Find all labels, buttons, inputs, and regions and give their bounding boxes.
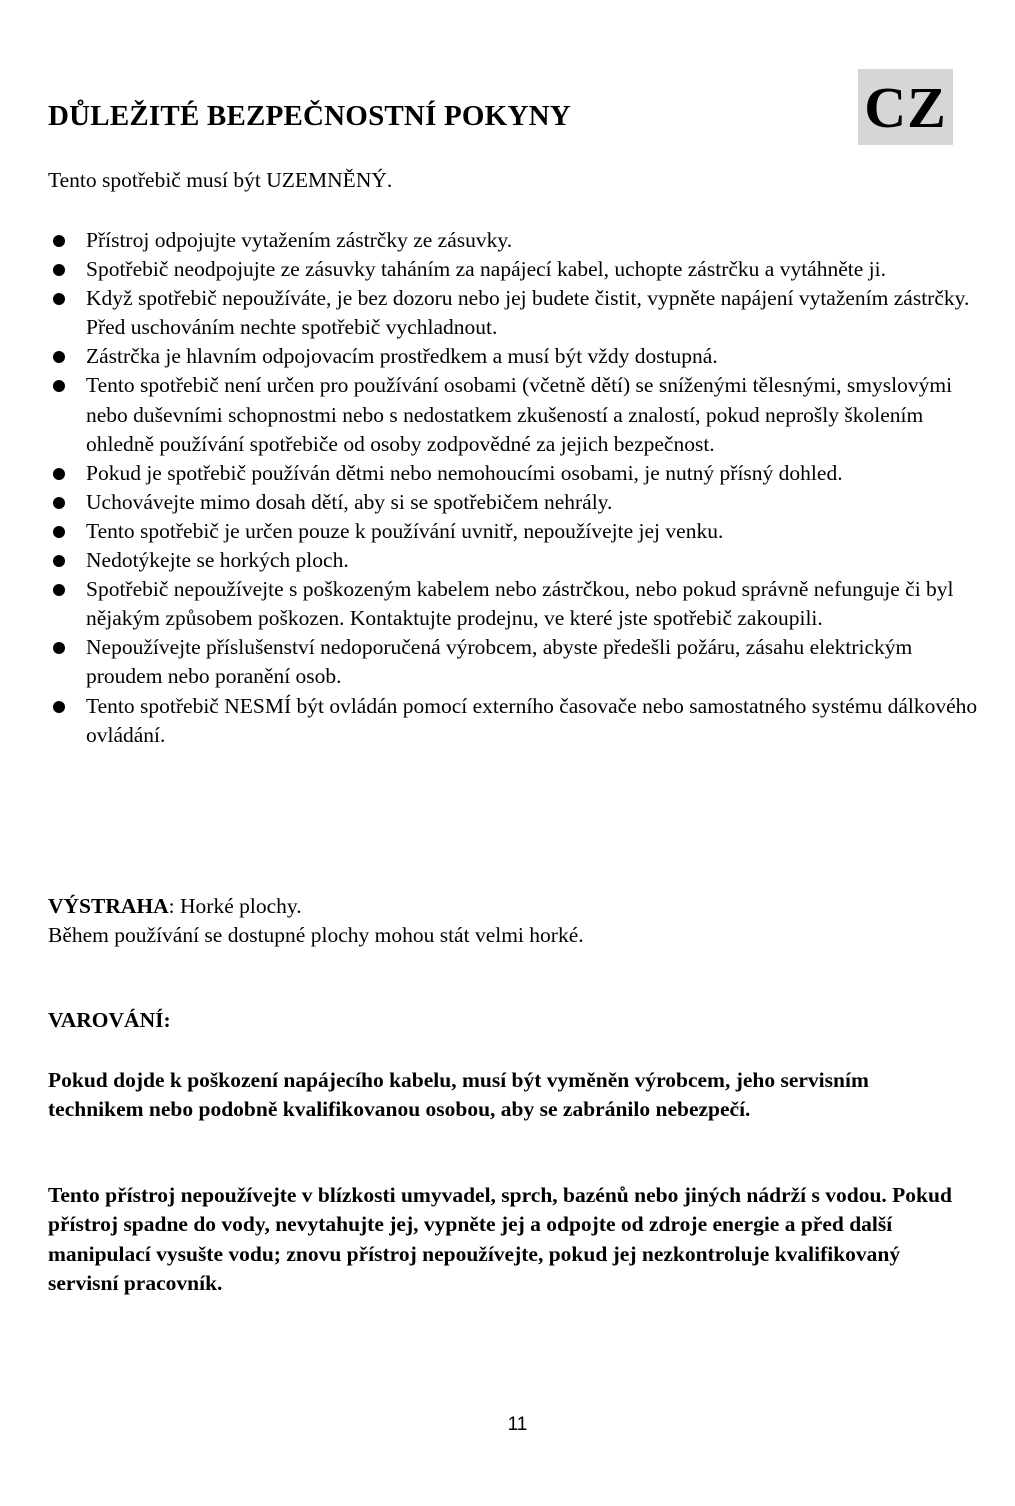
list-item xyxy=(48,692,983,750)
safety-instructions-list xyxy=(48,226,983,750)
language-badge: CZ xyxy=(858,69,953,145)
list-item xyxy=(48,284,983,342)
list-item xyxy=(48,517,983,546)
list-item-text: Když spotřebič nepoužíváte, je bez dozoru nebo jej budete čistit, vypněte napájení vytažením zástrčky. Před uschováním nechte spotřebič vychladnout. xyxy=(86,286,970,340)
list-item xyxy=(48,575,983,633)
cable-damage-warning: Pokud dojde k poškození napájecího kabelu, musí být vyměněn výrobcem, jeho servisním technikem nebo podobně kvalifikovanou osobou, aby se zabránilo nebezpečí. xyxy=(48,1068,869,1122)
list-item-text: Tento spotřebič je určen pouze k používání uvnitř, nepoužívejte jej venku. xyxy=(86,518,724,543)
list-item-text: Tento spotřebič není určen pro používání osobami (včetně dětí) se sníženými tělesnými, smyslovými nebo duševními schopnostmi nebo s nedostatkem zkušeností a znalostí, pokud neprošly školením ohledně používání spotřebiče od osoby zodpovědné za jejich bezpečnost. xyxy=(86,373,953,456)
bullet-icon xyxy=(53,380,65,392)
water-warning: Tento přístroj nepoužívejte v blízkosti umyvadel, sprch, bazénů nebo jiných nádrží s vodou. Pokud přístroj spadne do vody, nevytahujte jej, vypněte jej a odpojte od zdroje energie a před další manipulací vysušte vodu; znovu přístroj nepoužívejte, pokud jej nezkontroluje kvalifikovaný servisní pracovník. xyxy=(48,1183,952,1295)
list-item xyxy=(48,371,983,458)
list-item-text: Přístroj odpojujte vytažením zástrčky ze zásuvky. xyxy=(86,228,513,252)
list-item xyxy=(48,459,983,488)
list-item-text: Zástrčka je hlavním odpojovacím prostředkem a musí být vždy dostupná. xyxy=(86,344,718,369)
bullet-icon xyxy=(53,468,65,480)
list-item-text: Uchovávejte mimo dosah dětí, aby si se spotřebičem nehrály. xyxy=(86,489,613,514)
hot-surface-heading xyxy=(48,892,584,921)
warning-label-suffix: : Horké plochy. xyxy=(168,894,302,918)
list-item-text: Spotřebič neodpojujte ze zásuvky taháním za napájecí kabel, uchopte zástrčku a vytáhněte ji. xyxy=(86,257,886,282)
varovani-heading: VAROVÁNÍ: xyxy=(48,1008,171,1032)
page-number: 11 xyxy=(507,1414,528,1435)
list-item xyxy=(48,633,983,691)
list-item-text: Nedotýkejte se horkých ploch. xyxy=(86,548,349,573)
warning-label: VÝSTRAHA xyxy=(48,894,169,918)
bullet-icon xyxy=(53,701,65,713)
list-item xyxy=(48,342,983,371)
list-item xyxy=(48,226,983,255)
bullet-icon xyxy=(53,642,65,654)
list-item xyxy=(48,488,983,517)
list-item xyxy=(48,255,983,284)
hot-surface-text: Během používání se dostupné plochy mohou stát velmi horké. xyxy=(48,923,584,947)
bullet-icon xyxy=(53,584,65,596)
bullet-icon xyxy=(53,555,65,567)
hot-surface-warning xyxy=(48,892,584,950)
bullet-icon xyxy=(53,235,65,247)
bullet-icon xyxy=(53,526,65,538)
page-title: DŮLEŽITÉ BEZPEČNOSTNÍ POKYNY xyxy=(48,100,571,132)
bullet-icon xyxy=(53,293,65,305)
list-item xyxy=(48,546,983,575)
bullet-icon xyxy=(53,351,65,363)
list-item-text: Tento spotřebič NESMÍ být ovládán pomocí externího časovače nebo samostatného systému dálkového ovládání. xyxy=(86,693,978,747)
bullet-icon xyxy=(53,497,65,509)
grounding-note: Tento spotřebič musí být UZEMNĚNÝ. xyxy=(48,168,393,192)
bullet-icon xyxy=(53,264,65,276)
list-item-text: Pokud je spotřebič používán dětmi nebo nemohoucími osobami, je nutný přísný dohled. xyxy=(86,460,843,485)
list-item-text: Spotřebič nepoužívejte s poškozeným kabelem nebo zástrčkou, nebo pokud správně nefunguje či byl nějakým způsobem poškozen. Kontaktujte prodejnu, ve které jste spotřebič zakoupili. xyxy=(86,577,954,631)
list-item-text: Nepoužívejte příslušenství nedoporučená výrobcem, abyste předešli požáru, zásahu elektrickým proudem nebo poranění osob. xyxy=(86,635,913,689)
